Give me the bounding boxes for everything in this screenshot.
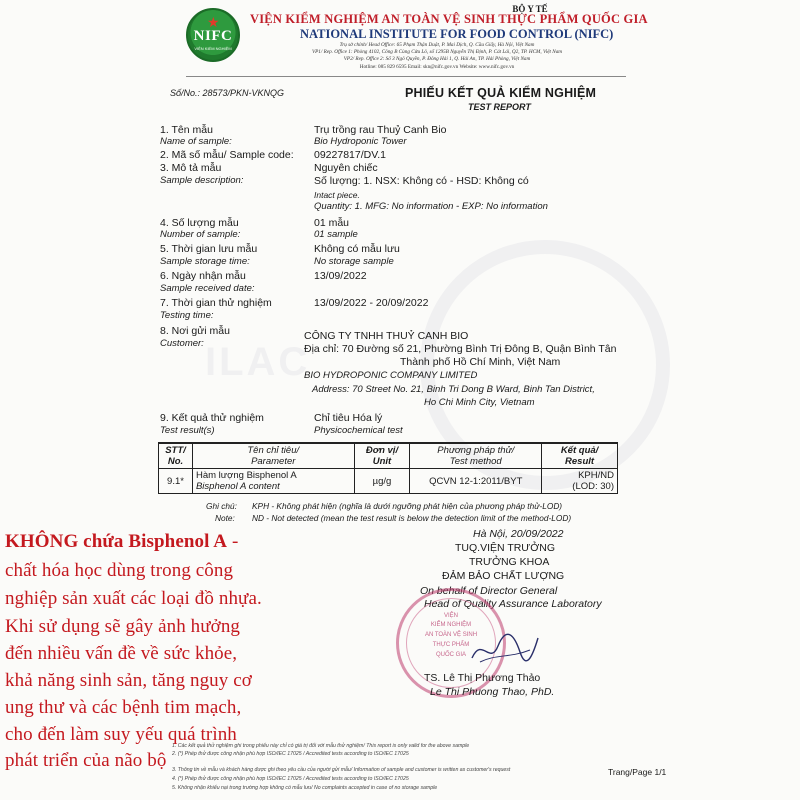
testing-time-value: 13/09/2022 - 20/09/2022 <box>314 297 429 309</box>
overlay-line-8: cho đến làm suy yếu quá trình <box>5 724 237 745</box>
signer-name-en: Le Thi Phuong Thao, PhD. <box>430 686 555 698</box>
row-parameter-vi: Hàm lượng Bisphenol A <box>195 470 297 481</box>
col-header-result <box>542 443 618 469</box>
row-result <box>542 469 618 494</box>
row-parameter <box>192 469 354 494</box>
note-label-en: Note: <box>215 513 235 523</box>
logo-subtext: VIỆN KIỂM NGHIỆM <box>194 46 232 51</box>
row-result-value: KPH/ND <box>578 470 614 481</box>
note-text-en: ND - Not detected (mean the test result is below the detection limit of the method-LOD) <box>252 513 572 523</box>
sample-name-label-en: Name of sample: <box>160 136 232 147</box>
test-result-value-en: Physicochemical test <box>314 425 403 436</box>
row-method: QCVN 12-1:2011/BYT <box>410 469 542 494</box>
footer-note-3: 3. Thông tin về mẫu và khách hàng được ghi theo yêu cầu của người gửi mẫu/ Information of sample and customer is written as customer's request <box>172 767 511 773</box>
customer-company-en: BIO HYDROPONIC COMPANY LIMITED <box>304 370 478 381</box>
col-header-result-vi: Kết quả/ <box>560 445 599 456</box>
contact-line: Hotline: 085 829 6595 Email: skn@nifc.gov.vn Website: www.nifc.gov.vn <box>359 64 515 70</box>
sample-description-value-en-1: Intact piece. <box>314 190 360 200</box>
test-result-value: Chỉ tiêu Hóa lý <box>314 412 383 424</box>
col-header-unit <box>354 443 410 469</box>
col-header-parameter-en: Parameter <box>251 456 296 467</box>
institute-name-en: NATIONAL INSTITUTE FOR FOOD CONTROL (NIFC) <box>300 27 614 41</box>
ministry-name: BỘ Y TẾ <box>512 4 548 14</box>
customer-company-vi: CÔNG TY TNHH THUỶ CANH BIO <box>304 330 469 342</box>
received-date-value: 13/09/2022 <box>314 270 367 282</box>
nifc-logo <box>186 8 240 62</box>
customer-label: 8. Nơi gửi mẫu <box>160 325 230 337</box>
row-result-lod: (LOD: 30) <box>572 481 614 492</box>
report-title: PHIẾU KẾT QUẢ KIỂM NGHIỆM <box>405 86 597 100</box>
sample-name-value: Trụ trồng rau Thuỷ Canh Bio <box>314 124 447 136</box>
sample-count-label-en: Number of sample: <box>160 229 241 240</box>
sample-count-value: 01 mẫu <box>314 217 350 229</box>
note-text-vi: KPH - Không phát hiện (nghĩa là dưới ngưỡng phát hiện của phương pháp thử-LOD) <box>252 501 563 511</box>
head-office-address: Trụ sở chính/ Head Office: 65 Phạm Thận Duật, P. Mai Dịch, Q. Cầu Giấy, Hà Nội, Việt Nam <box>339 42 535 48</box>
sample-name-value-en: Bio Hydroponic Tower <box>314 136 407 147</box>
footer-note-5: 5. Không nhận khiếu nại trong trường hợp không có mẫu lưu/ No complaints accepted in case of no storage sample <box>172 785 438 791</box>
received-date-label: 6. Ngày nhận mẫu <box>160 270 246 282</box>
footer-note-1: 1. Các kết quả thử nghiệm ghi trong phiếu này chỉ có giá trị đối với mẫu thử nghiệm/ This report is only valid for the above sample <box>172 743 470 749</box>
institute-name-vi: VIỆN KIỂM NGHIỆM AN TOÀN VỆ SINH THỰC PHẨM QUỐC GIA <box>250 12 648 26</box>
received-date-label-en: Sample received date: <box>160 283 255 294</box>
storage-time-value-en: No storage sample <box>314 256 394 267</box>
col-header-method-en: Test method <box>449 456 502 467</box>
stamp-text-2: KIỂM NGHIỆM <box>430 622 472 628</box>
customer-address-en-1: Address: 70 Street No. 21, Binh Tri Dong B Ward, Binh Tan District, <box>312 384 595 395</box>
footer-note-2: 2. (*) Phép thử được công nhận phù hợp ISO/IEC 17025 / Accredited tests according to ISO/IEC 17025 <box>172 751 409 757</box>
testing-time-label-en: Testing time: <box>160 310 214 321</box>
sample-code-value: 09227817/DV.1 <box>314 149 387 161</box>
table-header-row <box>159 443 618 469</box>
col-header-no <box>159 443 193 469</box>
stamp-text-1: VIỆN <box>443 613 458 619</box>
office-2-address: VP2/ Rep. Office 2: Số 3 Ngô Quyền, P. Đông Hải 1, Q. Hải An, TP. Hải Phòng, Việt Nam <box>343 56 531 62</box>
sample-count-value-en: 01 sample <box>314 229 358 240</box>
overlay-line-9: phát triển của não bộ <box>5 750 167 771</box>
overlay-line-1-rest: - <box>227 531 239 552</box>
sample-code-label: 2. Mã số mẫu/ Sample code: <box>160 149 294 161</box>
star-icon: ★ <box>207 14 220 30</box>
testing-time-label: 7. Thời gian thử nghiệm <box>160 297 272 309</box>
sample-description-value-1: Nguyên chiếc <box>314 162 378 174</box>
overlay-line-5: đến nhiều vấn đề về sức khỏe, <box>5 643 238 664</box>
col-header-unit-vi: Đơn vị/ <box>365 445 399 456</box>
row-no: 9.1* <box>159 469 193 494</box>
footer-note-4: 4. (*) Phép thử được công nhận phù hợp ISO/IEC 17025 / Accredited tests according to ISO/IEC 17025 <box>172 776 409 782</box>
col-header-parameter-vi: Tên chỉ tiêu/ <box>247 445 300 456</box>
overlay-line-7: ung thư và các bệnh tim mạch, <box>5 697 242 718</box>
table-row <box>159 469 618 494</box>
signature-line-5: Head of Quality Assurance Laboratory <box>424 598 602 610</box>
col-header-parameter <box>192 443 354 469</box>
overlay-line-6: khả năng sinh sản, tăng nguy cơ <box>5 670 252 691</box>
signer-name-vi: TS. Lê Thị Phương Thảo <box>424 672 541 684</box>
overlay-line-1-bold: KHÔNG chứa Bisphenol A <box>5 531 228 552</box>
col-header-no-vi: STT/ <box>165 445 186 456</box>
signature-line-4: On behalf of Director General <box>420 585 558 597</box>
col-header-result-en: Result <box>565 456 595 467</box>
sample-description-label: 3. Mô tả mẫu <box>160 162 222 174</box>
overlay-line-4: Khi sử dụng sẽ gây ảnh hưởng <box>5 616 241 637</box>
logo-text: NIFC <box>193 28 233 44</box>
sample-description-value-2: Số lượng: 1. NSX: Không có - HSD: Không có <box>314 175 529 187</box>
overlay-line-2: chất hóa học dùng trong công <box>5 560 234 581</box>
report-subtitle: TEST REPORT <box>468 102 531 112</box>
header-divider <box>186 76 626 77</box>
row-unit: µg/g <box>354 469 410 494</box>
signature-line-1: TUQ.VIỆN TRƯỞNG <box>455 542 556 554</box>
test-result-label-en: Test result(s) <box>160 425 215 436</box>
signing-date: Hà Nội, 20/09/2022 <box>473 528 564 540</box>
customer-label-en: Customer: <box>160 338 204 349</box>
stamp-text-3: AN TOÀN VỆ SINH <box>424 632 478 638</box>
test-result-label: 9. Kết quả thử nghiệm <box>160 412 264 424</box>
stamp-text-4: THỰC PHẨM <box>432 642 470 648</box>
overlay-line-1 <box>5 531 238 553</box>
stamp-text-5: QUỐC GIA <box>435 652 466 658</box>
sample-description-value-en-2: Quantity: 1. MFG: No information - EXP: No information <box>314 201 548 212</box>
customer-address-en-2: Ho Chi Minh City, Vietnam <box>424 397 535 408</box>
signature-line-2: TRƯỞNG KHOA <box>469 556 550 568</box>
page-number: Trang/Page 1/1 <box>608 767 667 777</box>
results-table <box>158 442 618 494</box>
note-label-vi: Ghi chú: <box>206 501 237 511</box>
report-number: Số/No.: 28573/PKN-VKNQG <box>170 88 285 98</box>
sample-description-label-en: Sample description: <box>160 175 244 186</box>
col-header-method-vi: Phương pháp thử/ <box>437 445 515 456</box>
signature-line-3: ĐẢM BẢO CHẤT LƯỢNG <box>442 570 565 582</box>
handwritten-signature <box>470 628 540 668</box>
storage-time-label: 5. Thời gian lưu mẫu <box>160 243 258 255</box>
sample-name-label: 1. Tên mẫu <box>160 124 213 136</box>
sample-count-label: 4. Số lượng mẫu <box>160 217 239 229</box>
customer-address-vi-1: Địa chỉ: 70 Đường số 21, Phường Bình Trị Đông B, Quận Bình Tân <box>304 343 617 355</box>
col-header-no-en: No. <box>167 456 184 467</box>
office-1-address: VP1/ Rep. Office 1: Phòng 4102, Công B Cùng Cửu Lô, số 1295B Nguyễn Thị Định, P. Cát Lái, Q2, TP. HCM, Việt Nam <box>311 49 563 55</box>
row-parameter-en: Bisphenol A content <box>195 481 280 492</box>
watermark-mark: ILAC <box>205 340 311 384</box>
col-header-method <box>410 443 542 469</box>
overlay-line-3: nghiệp sản xuất các loại đồ nhựa. <box>5 588 262 609</box>
col-header-unit-en: Unit <box>372 456 392 467</box>
storage-time-value: Không có mẫu lưu <box>314 243 400 255</box>
customer-address-vi-2: Thành phố Hồ Chí Minh, Việt Nam <box>400 356 561 368</box>
storage-time-label-en: Sample storage time: <box>160 256 250 267</box>
